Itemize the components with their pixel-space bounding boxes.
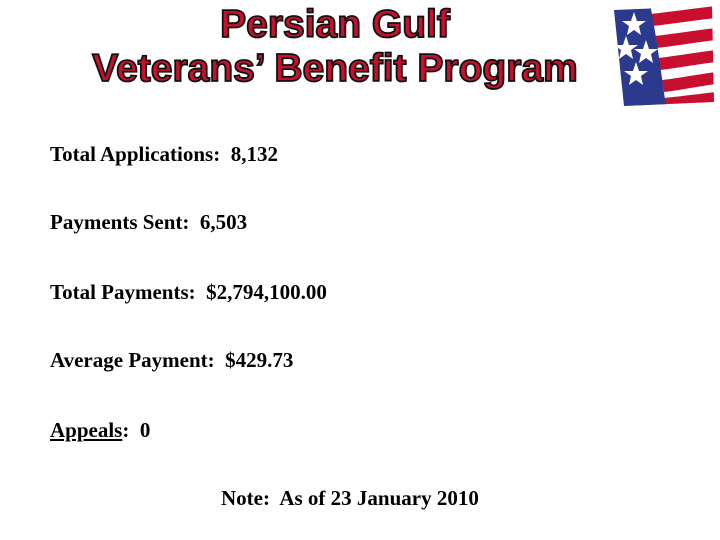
stat-value: 0 — [139, 418, 151, 442]
page-title-line-1: Persian Gulf — [220, 3, 450, 46]
stat-label: Average Payment: — [50, 348, 215, 372]
stat-label: Payments Sent: — [50, 210, 190, 234]
stat-total-applications — [50, 142, 278, 167]
page-title-line-2: Veterans’ Benefit Program — [92, 47, 578, 90]
stat-label: Total Applications: — [50, 142, 221, 166]
as-of-note: Note: As of 23 January 2010 — [221, 486, 479, 510]
stat-average-payment — [50, 348, 293, 373]
stat-value: 6,503 — [199, 210, 248, 234]
stat-label: Appeals — [50, 418, 123, 442]
stat-payments-sent — [50, 210, 247, 235]
stat-label: Total Payments: — [50, 280, 196, 304]
stat-value: 8,132 — [230, 142, 278, 166]
stat-value: $429.73 — [225, 348, 294, 372]
stat-total-payments — [50, 280, 327, 305]
stat-value: $2,794,100.00 — [206, 280, 327, 304]
flag-keystone-icon — [610, 4, 716, 106]
stat-appeals — [50, 418, 150, 443]
stat-colon: : — [122, 418, 130, 442]
